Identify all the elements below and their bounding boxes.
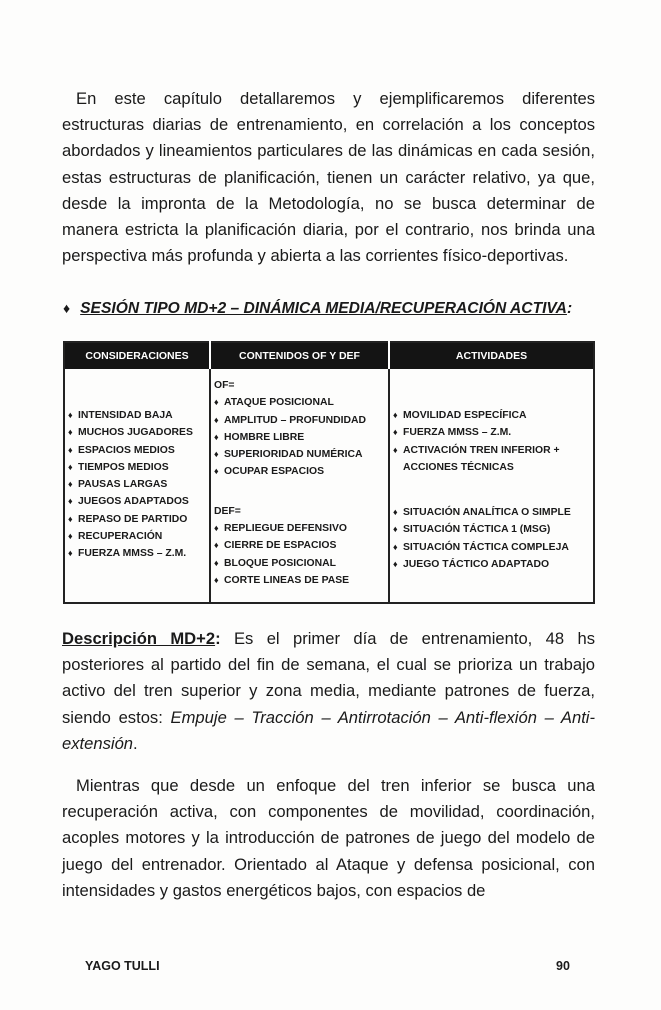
list-item xyxy=(68,476,207,493)
list-item xyxy=(393,504,591,521)
list-item-text: SUPERIORIDAD NUMÉRICA xyxy=(224,449,363,461)
table-header-row xyxy=(64,342,594,369)
diamond-bullet-icon: ♦ xyxy=(214,431,219,442)
diamond-bullet-icon: ♦ xyxy=(393,444,398,455)
list-item xyxy=(68,545,207,562)
actividades-cont-list xyxy=(393,459,591,476)
list-item-text: ATAQUE POSICIONAL xyxy=(224,397,334,409)
page-number: 90 xyxy=(556,959,570,973)
diamond-bullet-icon: ♦ xyxy=(68,531,73,542)
list-item xyxy=(214,572,386,589)
list-item-text: BLOQUE POSICIONAL xyxy=(224,557,336,569)
diamond-bullet-icon: ♦ xyxy=(214,523,219,534)
list-item-text: SITUACIÓN TÁCTICA COMPLEJA xyxy=(403,541,569,553)
list-item-text: SITUACIÓN ANALÍTICA O SIMPLE xyxy=(403,507,571,519)
list-item-text: RECUPERACIÓN xyxy=(78,531,163,543)
diamond-bullet-icon: ♦ xyxy=(393,559,398,570)
diamond-bullet-icon: ♦ xyxy=(63,300,71,316)
diamond-bullet-icon: ♦ xyxy=(68,513,73,524)
list-item-text: AMPLITUD – PROFUNDIDAD xyxy=(224,414,367,426)
list-item xyxy=(68,442,207,459)
description-label: Descripción MD+2 xyxy=(62,629,216,648)
list-item-text: JUEGO TÁCTICO ADAPTADO xyxy=(403,559,550,571)
diamond-bullet-icon: ♦ xyxy=(393,427,398,438)
list-item xyxy=(393,442,591,459)
of-list xyxy=(214,394,386,480)
diamond-bullet-icon: ♦ xyxy=(214,574,219,585)
list-item-text: HOMBRE LIBRE xyxy=(224,431,305,443)
list-item xyxy=(214,429,386,446)
actividades-list-1 xyxy=(393,407,591,459)
description-text: Es el primer día de entrenamiento, 48 hs posteriores al partido del fin de semana, el cual se prioriza un trabajo activo del tren superior y zona media, mediante patrones de fuerza, siendo estos: xyxy=(62,629,595,727)
list-item xyxy=(393,424,591,441)
list-item-text: CORTE LINEAS DE PASE xyxy=(224,574,350,586)
list-item xyxy=(68,511,207,528)
table-body-row xyxy=(64,369,594,603)
force-patterns: Empuje – Tracción – Antirrotación – Anti-flexión – Anti-extensión xyxy=(62,707,596,753)
def-list xyxy=(214,520,386,589)
list-item xyxy=(214,555,386,572)
list-item xyxy=(214,520,386,537)
of-label: OF= xyxy=(214,380,235,391)
diamond-bullet-icon: ♦ xyxy=(393,410,398,420)
contenidos-cell xyxy=(210,369,389,603)
section-heading xyxy=(63,300,572,318)
list-item xyxy=(393,539,591,556)
section-title: SESIÓN TIPO MD+2 – DINÁMICA MEDIA/RECUPERACIÓN ACTIVA xyxy=(80,300,567,317)
list-item xyxy=(68,459,207,476)
section-title-colon: : xyxy=(566,300,573,317)
consideraciones-list xyxy=(68,407,207,563)
list-item-text: ESPACIOS MEDIOS xyxy=(78,444,175,456)
diamond-bullet-icon: ♦ xyxy=(393,507,398,518)
list-item xyxy=(214,537,386,554)
list-item xyxy=(68,407,207,424)
list-item-text: FUERZA MMSS – Z.M. xyxy=(78,548,187,560)
intro-paragraph xyxy=(62,86,595,269)
footer-author: YAGO TULLI xyxy=(85,959,160,973)
list-item-text: INTENSIDAD BAJA xyxy=(78,410,173,421)
actividades-list-2 xyxy=(393,504,591,573)
intro-text: En este capítulo detallaremos y ejemplificaremos diferentes estructuras diarias de entrenamiento, en correlación a los conceptos abordados y lineamientos particulares de las dinámicas en cada sesión, estas estructuras de planificación, tienen un carácter relativo, ya que, desde la impronta de la Metodología, no se busca determinar de manera estricta la planificación diaria, por el contrario, nos brinda una perspectiva más profunda y abierta a las corrientes físico-deportivas. xyxy=(62,89,595,266)
second-paragraph-text: Mientras que desde un enfoque del tren inferior se busca una recuperación activa, con componentes de movilidad, coordinación, acoples motores y la introducción de patrones de juego del modelo de juego del entrenador. Orientado al Ataque y defensa posicional, con intensidades y gastos energéticos bajos, con espacios de xyxy=(62,776,595,900)
list-item xyxy=(393,521,591,538)
list-item-text: MOVILIDAD ESPECÍFICA xyxy=(403,410,527,421)
diamond-bullet-icon: ♦ xyxy=(68,548,73,559)
header-actividades: ACTIVIDADES xyxy=(389,342,594,369)
list-item xyxy=(68,424,207,441)
list-item xyxy=(214,446,386,463)
list-item xyxy=(214,463,386,480)
description-colon: : xyxy=(215,629,221,648)
diamond-bullet-icon: ♦ xyxy=(68,479,73,490)
list-item-text: PAUSAS LARGAS xyxy=(78,479,168,491)
diamond-bullet-icon: ♦ xyxy=(393,524,398,535)
second-paragraph xyxy=(62,773,595,904)
diamond-bullet-icon: ♦ xyxy=(214,449,219,460)
def-label: DEF= xyxy=(214,505,241,517)
consideraciones-cell xyxy=(64,369,210,603)
diamond-bullet-icon: ♦ xyxy=(214,466,219,477)
list-item xyxy=(393,556,591,573)
list-item-text: FUERZA MMSS – Z.M. xyxy=(403,427,512,439)
description-paragraph xyxy=(62,626,595,757)
list-item-text: JUEGOS ADAPTADOS xyxy=(78,496,189,508)
diamond-bullet-icon: ♦ xyxy=(214,557,219,568)
actividades-continuation: ACCIONES TÉCNICAS xyxy=(403,461,514,473)
list-item-text: REPLIEGUE DEFENSIVO xyxy=(224,523,347,535)
list-item-text: OCUPAR ESPACIOS xyxy=(224,466,325,478)
list-item-text: REPASO DE PARTIDO xyxy=(78,513,188,525)
diamond-bullet-icon: ♦ xyxy=(68,496,73,507)
list-item xyxy=(68,528,207,545)
session-table xyxy=(63,341,595,604)
list-item xyxy=(214,394,386,411)
header-consideraciones: CONSIDERACIONES xyxy=(64,342,210,369)
list-item-text: ACTIVACIÓN TREN INFERIOR + xyxy=(403,444,560,456)
list-item xyxy=(214,412,386,429)
diamond-bullet-icon: ♦ xyxy=(68,461,73,472)
diamond-bullet-icon: ♦ xyxy=(393,541,398,552)
description-end: . xyxy=(133,733,138,753)
list-item-text: MUCHOS JUGADORES xyxy=(78,427,193,439)
diamond-bullet-icon: ♦ xyxy=(214,397,219,408)
list-item-text: CIERRE DE ESPACIOS xyxy=(224,540,337,552)
diamond-bullet-icon: ♦ xyxy=(214,414,219,425)
diamond-bullet-icon: ♦ xyxy=(68,427,73,438)
list-item-text: SITUACIÓN TÁCTICA 1 (MSG) xyxy=(403,524,551,536)
header-contenidos: CONTENIDOS OF Y DEF xyxy=(210,342,389,369)
diamond-bullet-icon: ♦ xyxy=(68,444,73,455)
diamond-bullet-icon: ♦ xyxy=(68,410,73,420)
actividades-cell xyxy=(389,369,594,603)
list-item xyxy=(68,493,207,510)
list-item xyxy=(393,407,591,424)
diamond-bullet-icon: ♦ xyxy=(214,540,219,551)
list-item-text: TIEMPOS MEDIOS xyxy=(78,461,169,473)
